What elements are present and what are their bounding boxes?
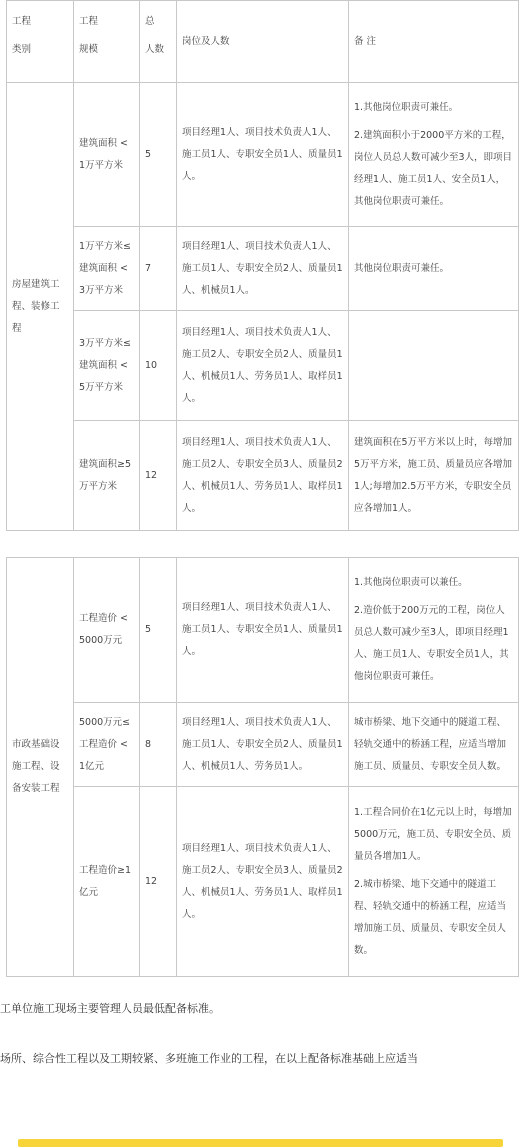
- table-row: [7, 421, 519, 531]
- category-cell: 房屋建筑工程、装修工程: [7, 83, 74, 531]
- remarks-cell: [349, 787, 519, 977]
- accent-bar: [18, 1139, 503, 1147]
- total-cell: 12: [140, 787, 177, 977]
- remark-line: 1.其他岗位职责可以兼任。: [354, 577, 468, 588]
- table-row: [7, 558, 519, 703]
- table-row: [7, 311, 519, 421]
- total-cell: 5: [140, 558, 177, 703]
- scale-cell: 工程造价≥1亿元: [74, 787, 140, 977]
- header-total: [140, 1, 177, 83]
- table-row: [7, 787, 519, 977]
- header-category-line2: 类别: [12, 44, 32, 55]
- remarks-cell: [349, 311, 519, 421]
- table-row: [7, 703, 519, 787]
- header-total-line2: 人数: [145, 44, 165, 55]
- footnote-line-2: 场所、综合性工程以及工期较紧、多班施工作业的工程，在以上配备标准基础上应适当: [0, 1052, 418, 1065]
- remarks-cell: 其他岗位职责可兼任。: [349, 227, 519, 311]
- scale-cell: 5000万元≤工程造价 < 1亿元: [74, 703, 140, 787]
- remarks-cell: 建筑面积在5万平方米以上时，每增加5万平方米，施工员、质量员应各增加1人;每增加2.5万平方米，专职安全员应各增加1人。: [349, 421, 519, 531]
- remark-line: 2.造价低于200万元的工程，岗位人员总人数可减少至3人，即项目经理1人、施工员1人、专职安全员1人，其他岗位职责可兼任。: [354, 605, 509, 682]
- header-scale-line2: 规模: [79, 44, 99, 55]
- header-remarks: 备 注: [349, 1, 519, 83]
- staffing-table-municipal: [6, 557, 519, 977]
- scale-cell: 建筑面积 < 1万平方米: [74, 83, 140, 227]
- table-header-row: [7, 1, 519, 83]
- positions-cell: 项目经理1人、项目技术负责人1人、施工员2人、专职安全员3人、质量员2人、机械员1人、劳务员1人、取样员1人。: [177, 787, 349, 977]
- positions-cell: 项目经理1人、项目技术负责人1人、施工员1人、专职安全员2人、质量员1人、机械员1人。: [177, 227, 349, 311]
- positions-cell: 项目经理1人、项目技术负责人1人、施工员1人、专职安全员1人、质量员1人。: [177, 558, 349, 703]
- header-scale-line1: 工程: [79, 16, 99, 27]
- positions-cell: 项目经理1人、项目技术负责人1人、施工员1人、专职安全员2人、质量员1人、机械员1人、劳务员1人。: [177, 703, 349, 787]
- header-positions: 岗位及人数: [177, 1, 349, 83]
- remarks-cell: [349, 83, 519, 227]
- total-cell: 5: [140, 83, 177, 227]
- remarks-cell: [349, 558, 519, 703]
- remark-line: 1.其他岗位职责可兼任。: [354, 101, 459, 113]
- scale-cell: 3万平方米≤建筑面积 < 5万平方米: [74, 311, 140, 421]
- remark-line: 2.城市桥梁、地下交通中的隧道工程、轻轨交通中的桥涵工程，应适当增加施工员、质量员、专职安全员人数。: [354, 878, 507, 956]
- scale-cell: 工程造价 < 5000万元: [74, 558, 140, 703]
- remark-line: 1.工程合同价在1亿元以上时，每增加5000万元，施工员、专职安全员、质量员各增加1人。: [354, 806, 512, 862]
- total-cell: 12: [140, 421, 177, 531]
- table-row: [7, 227, 519, 311]
- total-cell: 10: [140, 311, 177, 421]
- positions-cell: 项目经理1人、项目技术负责人1人、施工员1人、专职安全员1人、质量员1人。: [177, 83, 349, 227]
- positions-cell: 项目经理1人、项目技术负责人1人、施工员2人、专职安全员2人、质量员1人、机械员1人、劳务员1人、取样员1人。: [177, 311, 349, 421]
- remarks-cell: 城市桥梁、地下交通中的隧道工程、轻轨交通中的桥涵工程，应适当增加施工员、质量员、专职安全员人数。: [349, 703, 519, 787]
- remark-line: 2.建筑面积小于2000平方米的工程，岗位人员总人数可减少至3人，即项目经理1人、施工员1人、安全员1人，其他岗位职责可兼任。: [354, 129, 513, 207]
- header-category: [7, 1, 74, 83]
- scale-cell: 1万平方米≤建筑面积 < 3万平方米: [74, 227, 140, 311]
- scale-cell: 建筑面积≥5万平方米: [74, 421, 140, 531]
- footnote-line-1: 工单位施工现场主要管理人员最低配备标准。: [0, 1002, 220, 1015]
- total-cell: 8: [140, 703, 177, 787]
- positions-cell: 项目经理1人、项目技术负责人1人、施工员2人、专职安全员3人、质量员2人、机械员1人、劳务员1人、取样员1人。: [177, 421, 349, 531]
- table-row: [7, 83, 519, 227]
- header-category-line1: 工程: [12, 16, 32, 27]
- category-cell: 市政基础设施工程、设备安装工程: [7, 558, 74, 977]
- header-total-line1: 总: [145, 16, 155, 27]
- total-cell: 7: [140, 227, 177, 311]
- header-scale: [74, 1, 140, 83]
- staffing-table-building: [6, 0, 519, 531]
